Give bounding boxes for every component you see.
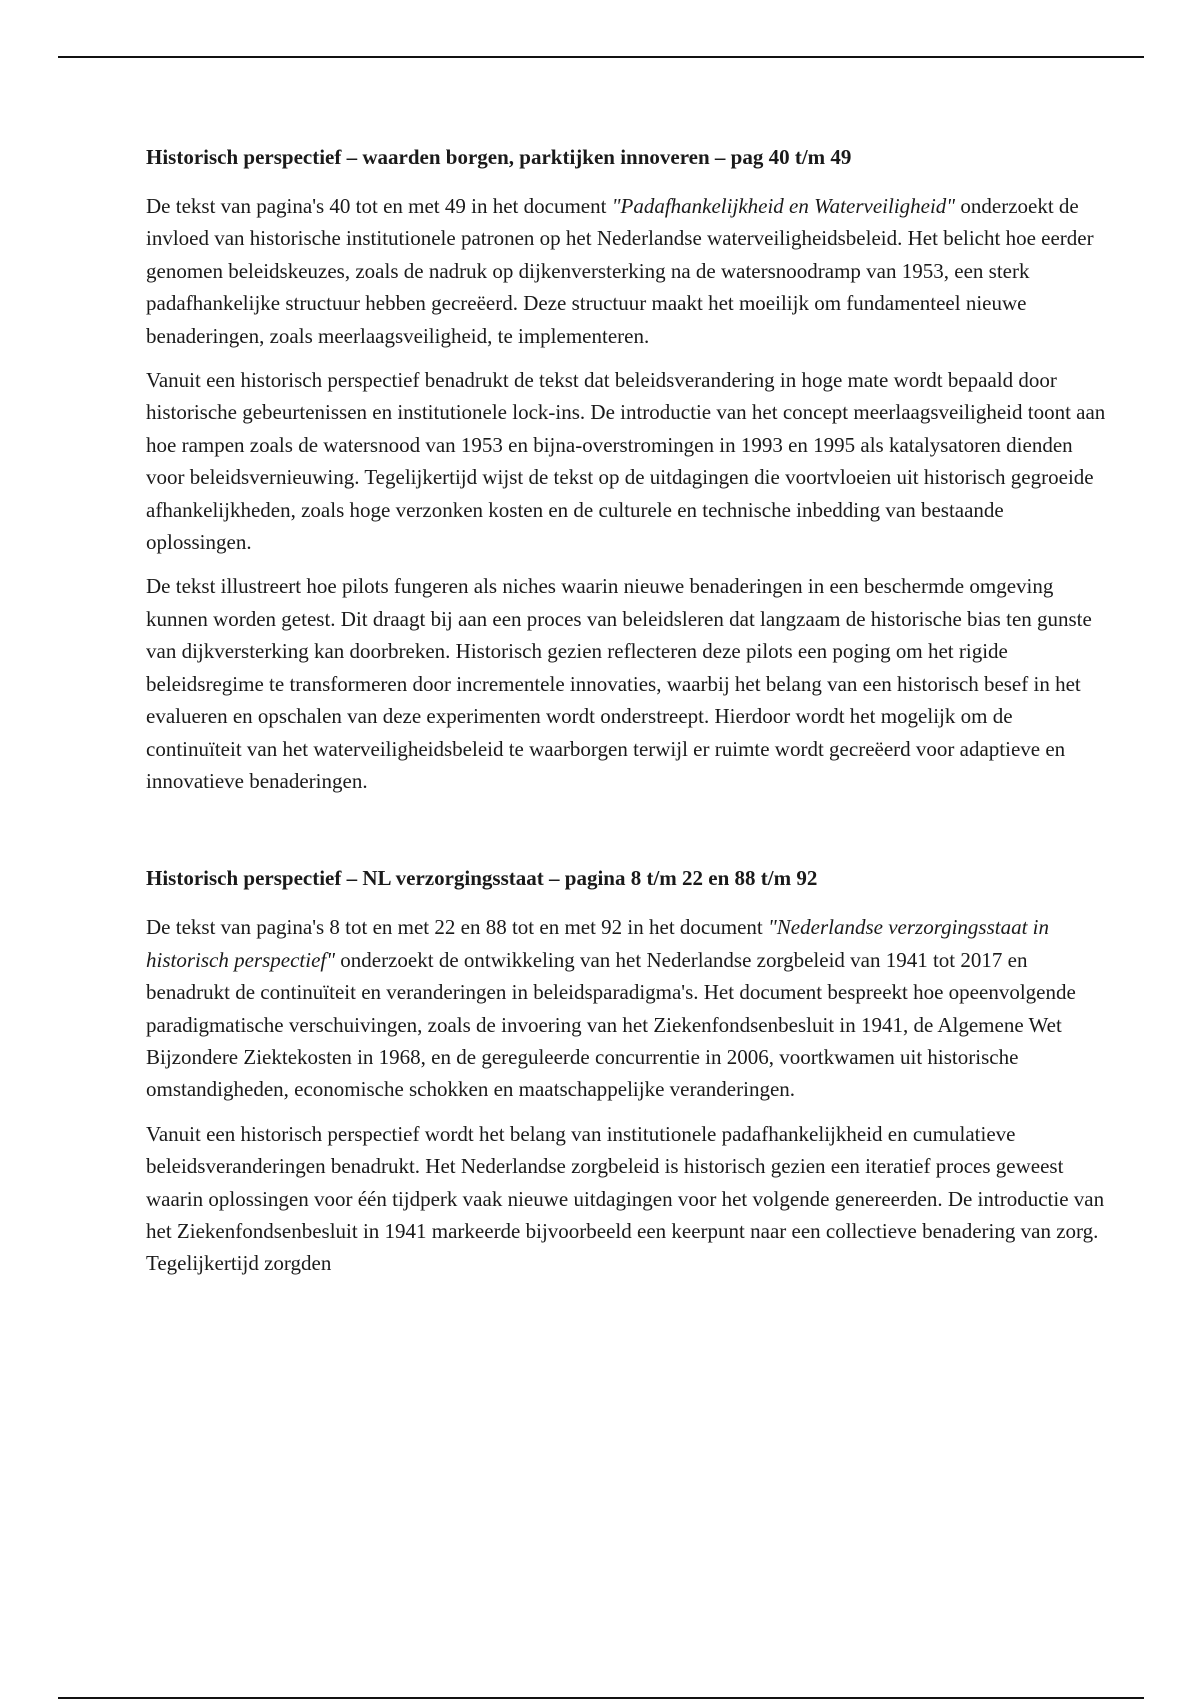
paragraph-text: De tekst van pagina's 40 tot en met 49 in het document <box>146 194 612 218</box>
paragraph-text: onderzoekt de invloed van historische institutionele patronen op het Nederlandse waterveiligheidsbeleid. Het belicht hoe eerder genomen beleidskeuzes, zoals de nadruk op dijkenversterking na de watersnoodramp van 1953, een sterk padafhankelijke structuur hebben gecreëerd. Deze structuur maakt het moeilijk om fundamenteel nieuwe benaderingen, zoals meerlaagsveiligheid, te implementeren. <box>146 194 1094 348</box>
bottom-rule <box>58 1697 1144 1699</box>
document-body <box>146 140 1106 1292</box>
paragraph <box>146 190 1106 352</box>
top-rule <box>58 56 1144 58</box>
paragraph-text: De tekst van pagina's 8 tot en met 22 en 88 tot en met 92 in het document <box>146 915 768 940</box>
paragraph-text: onderzoekt de ontwikkeling van het Nederlandse zorgbeleid van 1941 tot 2017 en benadrukt de continuïteit en veranderingen in beleidsparadigma's. Het document bespreekt hoe opeenvolgende paradigmatische verschuivingen, zoals de invoering van het Ziekenfondsenbesluit in 1941, de Algemene Wet Bijzondere Ziektekosten in 1968, en de gereguleerde concurrentie in 2006, voortkwamen uit historische omstandigheden, economische schokken en maatschappelijke veranderingen. <box>146 947 1076 1102</box>
document-title: "Nederlandse verzorgingsstaat in historisch perspectief" <box>146 915 1050 972</box>
section-water-safety <box>146 140 1106 797</box>
section-heading: Historisch perspectief – NL verzorgingsstaat – pagina 8 t/m 22 en 88 t/m 92 <box>146 866 818 891</box>
section-heading: Historisch perspectief – waarden borgen, parktijken innoveren – pag 40 t/m 49 <box>146 145 852 169</box>
document-title: "Padafhankelijkheid en Waterveiligheid" <box>611 194 956 218</box>
paragraph: De tekst illustreert hoe pilots fungeren als niches waarin nieuwe benaderingen in een beschermde omgeving kunnen worden getest. Dit draagt bij aan een proces van beleidsleren dat langzaam de historische bias ten gunste van dijkversterking kan doorbreken. Historisch gezien reflecteren deze pilots een poging om het rigide beleidsregime te transformeren door incrementele innovaties, waarbij het belang van een historisch besef in het evalueren en opschalen van deze experimenten wordt onderstreept. Hierdoor wordt het mogelijk om de continuïteit van het waterveiligheidsbeleid te waarborgen terwijl er ruimte wordt gecreëerd voor adaptieve en innovatieve benaderingen. <box>146 574 1092 793</box>
paragraph <box>146 911 1106 1105</box>
paragraph: Vanuit een historisch perspectief wordt het belang van institutionele padafhankelijkheid en cumulatieve beleidsveranderingen benadrukt. Het Nederlandse zorgbeleid is historisch gezien een iteratief proces geweest waarin oplossingen voor één tijdperk vaak nieuwe uitdagingen voor het volgende genereerden. De introductie van het Ziekenfondsenbesluit in 1941 markeerde bijvoorbeeld een keerpunt naar een collectieve benadering van zorg. Tegelijkertijd zorgden <box>146 1121 1105 1276</box>
paragraph: Vanuit een historisch perspectief benadrukt de tekst dat beleidsverandering in hoge mate wordt bepaald door historische gebeurtenissen en institutionele lock-ins. De introductie van het concept meerlaagsveiligheid toont aan hoe rampen zoals de watersnood van 1953 en bijna-overstromingen in 1993 en 1995 als katalysatoren dienden voor beleidsvernieuwing. Tegelijkertijd wijst de tekst op de uitdagingen die voortvloeien uit historisch gegroeide afhankelijkheden, zoals hoge verzonken kosten en de culturele en technische inbedding van bestaande oplossingen. <box>146 368 1106 555</box>
section-welfare-state <box>146 861 1106 1279</box>
